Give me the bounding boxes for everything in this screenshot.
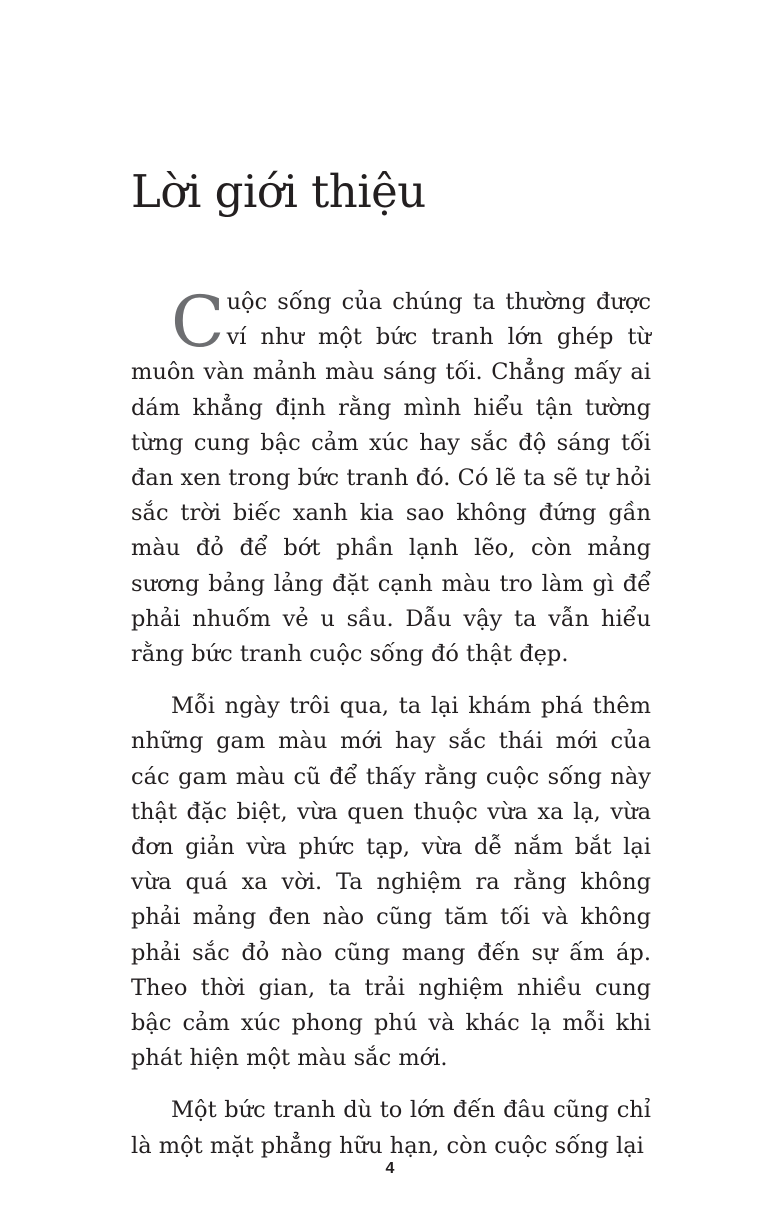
paragraph-1 <box>131 281 651 672</box>
paragraph-3: Một bức tranh dù to lớn đến đâu cũng chỉ là một mặt phẳng hữu hạn, còn cuộc sống lại <box>131 1097 651 1159</box>
drop-cap: C <box>171 281 225 363</box>
page-title: Lời giới thiệu <box>131 165 426 218</box>
body-text <box>131 281 651 1181</box>
paragraph-1-text: uộc sống của chúng ta thường được ví như một bức tranh lớn ghép từ muôn vàn mảnh màu sáng tối. Chẳng mấy ai dám khẳng định rằng mình hiểu tận tường từng cung bậc cảm xúc hay sắc độ sáng tối đan xen trong bức tranh đó. Có lẽ ta sẽ tự hỏi sắc trời biếc xanh kia sao không đứng gần màu đỏ để bớt phần lạnh lẽo, còn mảng sương bảng lảng đặt cạnh màu tro làm gì để phải nhuốm vẻ u sầu. Dẫu vậy ta vẫn hiểu rằng bức tranh cuộc sống đó thật đẹp. <box>131 289 651 668</box>
page-number: 4 <box>385 1160 395 1177</box>
paragraph-2: Mỗi ngày trôi qua, ta lại khám phá thêm những gam màu mới hay sắc thái mới của các gam màu cũ để thấy rằng cuộc sống này thật đặc biệt, vừa quen thuộc vừa xa lạ, vừa đơn giản vừa phức tạp, vừa dễ nắm bắt lại vừa quá xa vời. Ta nghiệm ra rằng không phải mảng đen nào cũng tăm tối và không phải sắc đỏ nào cũng mang đến sự ấm áp. Theo thời gian, ta trải nghiệm nhiều cung bậc cảm xúc phong phú và khác lạ mỗi khi phát hiện một màu sắc mới. <box>131 693 651 1072</box>
